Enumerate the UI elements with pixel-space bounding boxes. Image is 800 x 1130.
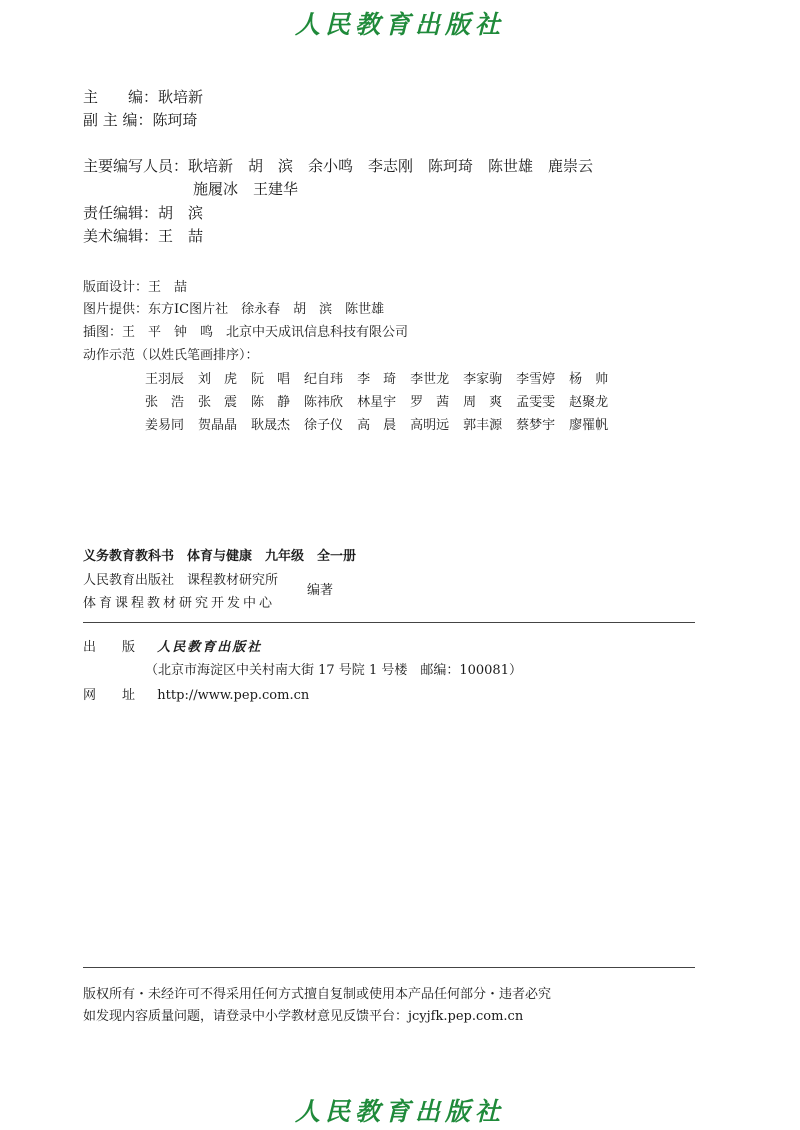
divider-bottom [83, 967, 695, 968]
publisher-logo-top: 人民教育出版社 [294, 10, 505, 39]
demonstrator-name: 耿晟杰 [251, 418, 291, 433]
layout-design-value: 王 喆 [148, 280, 188, 295]
chief-editor-value: 耿培新 [158, 88, 204, 106]
demonstrator-name: 李雪婷 [516, 372, 556, 387]
demonstrator-name: 罗 茜 [410, 395, 450, 410]
layout-design-line [83, 276, 187, 295]
copyright-notice: 版权所有・未经许可不得采用任何方式擅自复制或使用本产品任何部分・违者必究 [83, 987, 552, 1002]
chief-editor-line [83, 86, 203, 107]
authors-line-1: 人民教育出版社 课程教材研究所 [83, 573, 279, 588]
demonstrator-name: 姜易同 [145, 418, 185, 433]
demonstrator-name: 纪自玮 [304, 372, 344, 387]
photos-line [83, 298, 384, 317]
photos-label: 图片提供： [83, 302, 149, 317]
demonstrator-name: 廖罹帆 [569, 418, 609, 433]
art-editor-line [83, 225, 203, 246]
demonstrator-name: 陈祎欣 [304, 395, 344, 410]
feedback-notice: 如发现内容质量问题，请登录中小学教材意见反馈平台：jcyjfk.pep.com.cn [83, 1009, 524, 1024]
demonstrator-name: 阮 唱 [251, 372, 291, 387]
demonstrator-name: 蔡梦宇 [516, 418, 556, 433]
demonstrator-name: 杨 帅 [569, 372, 609, 387]
demonstrator-name: 刘 虎 [198, 372, 238, 387]
demonstrator-name: 林星宇 [357, 395, 397, 410]
deputy-editor-line [83, 109, 198, 130]
art-editor-value: 王 喆 [158, 227, 204, 245]
illustrations-label: 插图： [83, 325, 123, 340]
demonstrator-name: 高 晨 [357, 418, 397, 433]
demonstrator-name: 郭丰源 [463, 418, 503, 433]
layout-design-label: 版面设计： [83, 280, 149, 295]
demonstrator-name: 高明远 [410, 418, 450, 433]
responsible-editor-value: 胡 滨 [158, 204, 204, 222]
demonstrators-label: 动作示范（以姓氏笔画排序）： [83, 348, 259, 363]
demonstrators-row-1 [145, 368, 622, 387]
publisher-logo-bottom: 人民教育出版社 [294, 1097, 505, 1126]
art-editor-label: 美术编辑： [83, 227, 159, 245]
main-writers-line2: 施履冰 王建华 [193, 180, 299, 198]
website-line [83, 684, 309, 703]
website-url[interactable]: http://www.pep.com.cn [157, 688, 310, 703]
demonstrator-name: 孟雯雯 [516, 395, 556, 410]
demonstrator-name: 李家驹 [463, 372, 503, 387]
demonstrator-name: 陈 静 [251, 395, 291, 410]
publishing-line [83, 636, 262, 655]
illustrations-line [83, 321, 408, 340]
deputy-editor-value: 陈珂琦 [152, 111, 198, 129]
publishing-label: 出 版 [83, 640, 136, 655]
main-writers-names: 耿培新 胡 滨 余小鸣 李志刚 陈珂琦 陈世雄 鹿崇云 [188, 157, 594, 175]
chief-editor-label: 主 编： [83, 88, 159, 106]
photos-value: 东方IC图片社 徐永春 胡 滨 陈世雄 [148, 302, 385, 317]
responsible-editor-line [83, 202, 203, 223]
authors-line-2: 体育课程教材研究开发中心 [83, 596, 276, 611]
publisher-mark: 人民教育出版社 [157, 640, 263, 655]
main-writers-line [83, 155, 593, 176]
illustrations-value: 王 平 钟 鸣 北京中天成讯信息科技有限公司 [122, 325, 409, 340]
book-title: 义务教育教科书 体育与健康 九年级 全一册 [83, 549, 357, 564]
responsible-editor-label: 责任编辑： [83, 204, 159, 222]
demonstrator-name: 张 浩 [145, 395, 185, 410]
demonstrator-name: 王羽辰 [145, 372, 185, 387]
demonstrator-name: 张 震 [198, 395, 238, 410]
demonstrator-name: 李世龙 [410, 372, 450, 387]
divider-top [83, 622, 695, 623]
demonstrators-row-2 [145, 391, 622, 410]
publisher-address: （北京市海淀区中关村南大街 17 号院 1 号楼 邮编：100081） [145, 663, 522, 678]
demonstrator-name: 李 琦 [357, 372, 397, 387]
demonstrators-row-3 [145, 414, 622, 433]
website-label: 网 址 [83, 688, 136, 703]
demonstrator-name: 赵聚龙 [569, 395, 609, 410]
main-writers-label: 主要编写人员： [83, 157, 189, 175]
demonstrator-name: 周 爽 [463, 395, 503, 410]
authors-role: 编著 [307, 583, 334, 598]
deputy-editor-label: 副 主 编： [83, 111, 153, 129]
demonstrator-name: 贺晶晶 [198, 418, 238, 433]
demonstrator-name: 徐子仪 [304, 418, 344, 433]
